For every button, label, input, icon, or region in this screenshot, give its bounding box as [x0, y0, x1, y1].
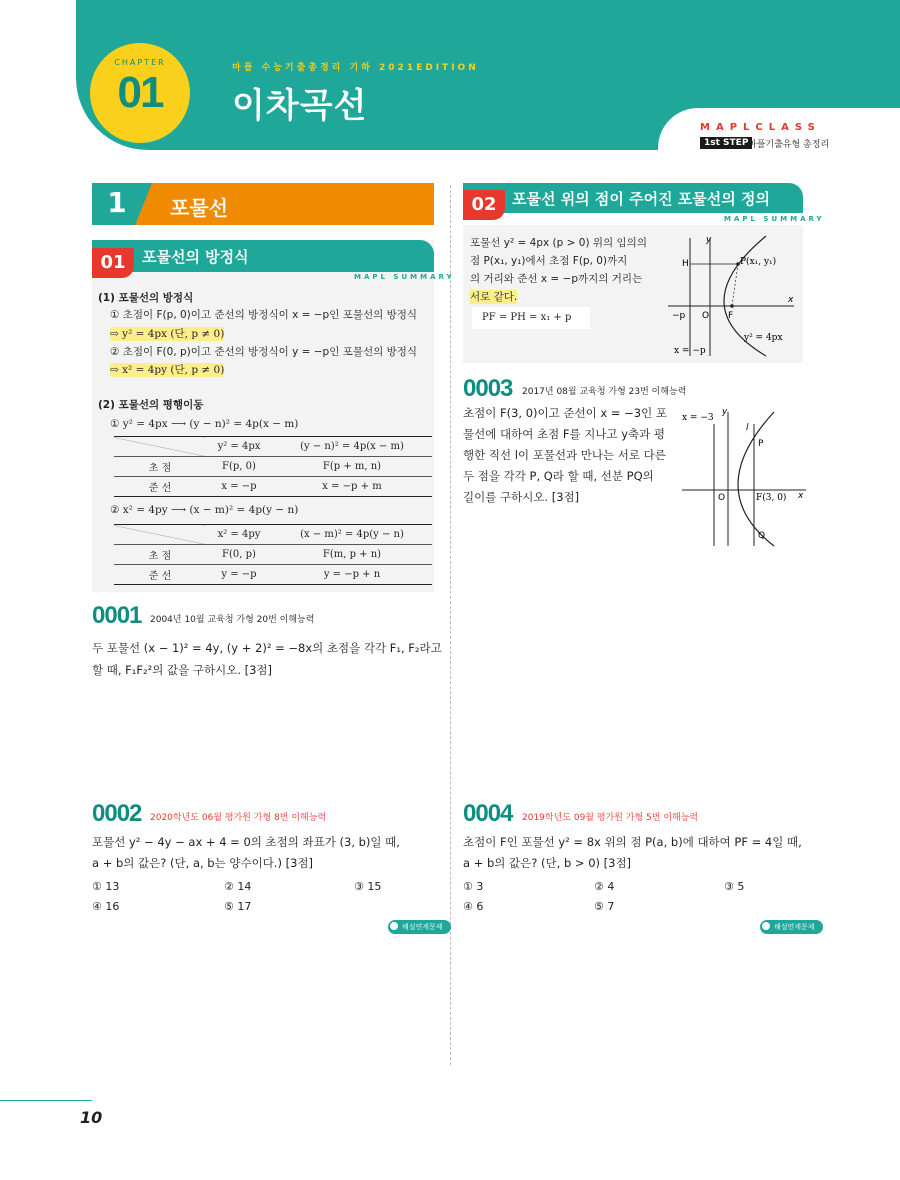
fig1-P-label: P(x₁, y₁): [740, 257, 777, 267]
table1-row2-label: 준 선: [114, 477, 206, 497]
s2-line4: 서로 같다.: [470, 291, 518, 303]
fig1-H-label: H: [682, 259, 689, 269]
fig1-O-label: O: [702, 311, 710, 321]
problem-line2-0001: 할 때, F₁F₂²의 값을 구하시오. [3점]: [92, 663, 273, 677]
table1-header-2: (y − n)² = 4p(x − m): [272, 437, 432, 457]
column-divider: [450, 185, 451, 1065]
problem-line4-0003: 두 점을 각각 P, Q라 할 때, 선분 PQ의: [463, 469, 654, 483]
problem-source-0004: 2019학년도 09월 평가원 가형 5번 이해능력: [522, 813, 699, 823]
table1-header-1: y² = 4px: [206, 437, 272, 457]
problem-line1-0003: 초점이 F(3, 0)이고 준선이 x = −3인 포: [463, 406, 667, 420]
problem-line2-0004: a + b의 값은? (단, b > 0) [3점]: [463, 856, 632, 870]
section-number: 1: [107, 186, 127, 219]
table1-row1-c1: F(p, 0): [206, 457, 272, 477]
fig2-l-label: l: [746, 423, 749, 433]
item1-b: ② 초점이 F(0, p)이고 준선의 방정식이 y = −p인 포물선의 방정식: [110, 346, 418, 358]
problem-source-0003: 2017년 08월 교육청 가형 23번 이해능력: [522, 387, 687, 397]
choice-2[interactable]: ② 14: [224, 880, 252, 893]
problem-source-0001: 2004년 10월 교육청 가형 20번 이해능력: [150, 615, 315, 625]
table2-header-1: x² = 4py: [206, 525, 272, 545]
choice-5[interactable]: ⑤ 17: [224, 900, 252, 913]
problem-line3-0003: 행한 직선 l이 포물선과 만나는 서로 다른: [463, 448, 666, 462]
fig1-x-label: x: [788, 295, 794, 305]
problem-line1-0002: 포물선 y² − 4y − ax + 4 = 0의 초점의 좌표가 (3, b)일 때,: [92, 835, 400, 849]
mapl-summary-tag-2: MAPL SUMMARY: [724, 215, 825, 223]
s2-line2: 점 P(x₁, y₁)에서 초점 F(p, 0)까지: [470, 255, 628, 267]
summary-number-02: 02: [463, 190, 505, 220]
fig2-x-label: x: [798, 491, 804, 501]
problem-0003-figure: [678, 406, 810, 548]
problem-line2-0002: a + b의 값은? (단, a, b는 양수이다.) [3점]: [92, 856, 313, 870]
link-badge-0002[interactable]: 해설연계문제: [388, 920, 451, 934]
table2-header-2: (x − m)² = 4p(y − n): [272, 525, 432, 545]
shift2: ② x² = 4py ⟶ (x − m)² = 4p(y − n): [110, 504, 299, 516]
step-badge: 1st STEP: [700, 137, 752, 149]
choice-4b[interactable]: ④ 6: [463, 900, 484, 913]
table1-row2-c2: x = −p + m: [272, 477, 432, 497]
fig1-y-label: y: [706, 235, 712, 245]
choice-1b[interactable]: ① 3: [463, 880, 484, 893]
shift-table-1: [114, 436, 432, 497]
problem-number-0002: 0002: [92, 800, 142, 827]
table2-row2-label: 준 선: [114, 565, 206, 585]
footer-line: [0, 1100, 92, 1101]
step-description: 마플기출유형 총정리: [748, 140, 830, 150]
choice-4[interactable]: ④ 16: [92, 900, 120, 913]
choice-3[interactable]: ③ 15: [354, 880, 382, 893]
s2-line3: 의 거리와 준선 x = −p까지의 거리는: [470, 273, 643, 285]
shift1: ① y² = 4px ⟶ (y − n)² = 4p(x − m): [110, 418, 299, 430]
chapter-title: 이차곡선: [232, 86, 368, 126]
summary-title-01: 포물선의 방정식: [142, 248, 249, 266]
table2-row1-c1: F(0, p): [206, 545, 272, 565]
problem-source-0002: 2020학년도 06월 평가원 가형 8번 이해능력: [150, 813, 327, 823]
choice-1[interactable]: ① 13: [92, 880, 120, 893]
fig2-Q-label: Q: [758, 531, 766, 541]
item1-a-result: ⇨ y² = 4px (단, p ≠ 0): [110, 328, 225, 340]
table2-row2-c2: y = −p + n: [272, 565, 432, 585]
s2-line1: 포물선 y² = 4px (p > 0) 위의 임의의: [470, 237, 647, 249]
problem-number-0004: 0004: [463, 800, 513, 827]
summary-number-01: 01: [92, 248, 134, 278]
item1-title: (1) 포물선의 방정식: [98, 292, 194, 304]
fig2-P-label: P: [758, 439, 764, 449]
page-number: 10: [80, 1108, 103, 1127]
item1-a: ① 초점이 F(p, 0)이고 준선의 방정식이 x = −p인 포물선의 방정식: [110, 309, 418, 321]
choice-5b[interactable]: ⑤ 7: [594, 900, 615, 913]
section-title: 포물선: [170, 196, 228, 220]
problem-line1-0001: 두 포물선 (x − 1)² = 4y, (y + 2)² = −8x의 초점을 각각 F₁, F₂라고: [92, 641, 442, 655]
table2-row2-c1: y = −p: [206, 565, 272, 585]
s2-formula: PF = PH = x₁ + p: [472, 307, 590, 329]
table2-row1-label: 초 점: [114, 545, 206, 565]
link-badge-0004[interactable]: 해설연계문제: [760, 920, 823, 934]
link-dot-icon: [390, 922, 398, 930]
table2-row1-c2: F(m, p + n): [272, 545, 432, 565]
mapl-summary-tag: MAPL SUMMARY: [354, 273, 455, 281]
fig1-directrix: x = −p: [674, 346, 706, 356]
problem-number-0001: 0001: [92, 602, 142, 629]
item2-title: (2) 포물선의 평행이동: [98, 399, 204, 411]
table1-row1-label: 초 점: [114, 457, 206, 477]
shift-table-2: [114, 524, 432, 585]
fig1-negp-label: −p: [672, 311, 686, 321]
problem-line2-0003: 물선에 대하여 초점 F를 지나고 y축과 평: [463, 427, 665, 441]
problem-number-0003: 0003: [463, 375, 513, 402]
chapter-label: CHAPTER: [114, 58, 166, 67]
choice-2b[interactable]: ② 4: [594, 880, 615, 893]
fig2-O-label: O: [718, 493, 726, 503]
brand-name: MAPLCLASS: [700, 122, 821, 133]
item1-b-result: ⇨ x² = 4py (단, p ≠ 0): [110, 364, 225, 376]
chapter-number: 01: [117, 68, 163, 117]
problem-line1-0004: 초점이 F인 포물선 y² = 8x 위의 점 P(a, b)에 대하여 PF = 4일 때,: [463, 835, 802, 849]
fig2-directrix: x = −3: [682, 413, 714, 423]
link-dot-icon: [762, 922, 770, 930]
series-title: 마플 수능기출총정리 기하 2021EDITION: [232, 63, 479, 73]
fig2-y-label: y: [722, 407, 728, 417]
table1-row1-c2: F(p + m, n): [272, 457, 432, 477]
fig1-F-label: F: [728, 311, 734, 321]
parabola-definition-figure: [664, 228, 800, 360]
summary-title-02: 포물선 위의 점이 주어진 포물선의 정의: [512, 190, 770, 208]
problem-line5-0003: 길이를 구하시오. [3점]: [463, 490, 580, 504]
table1-row2-c1: x = −p: [206, 477, 272, 497]
fig2-F-label: F(3, 0): [756, 493, 787, 503]
choice-3b[interactable]: ③ 5: [724, 880, 745, 893]
fig1-equation: y² = 4px: [744, 333, 783, 343]
